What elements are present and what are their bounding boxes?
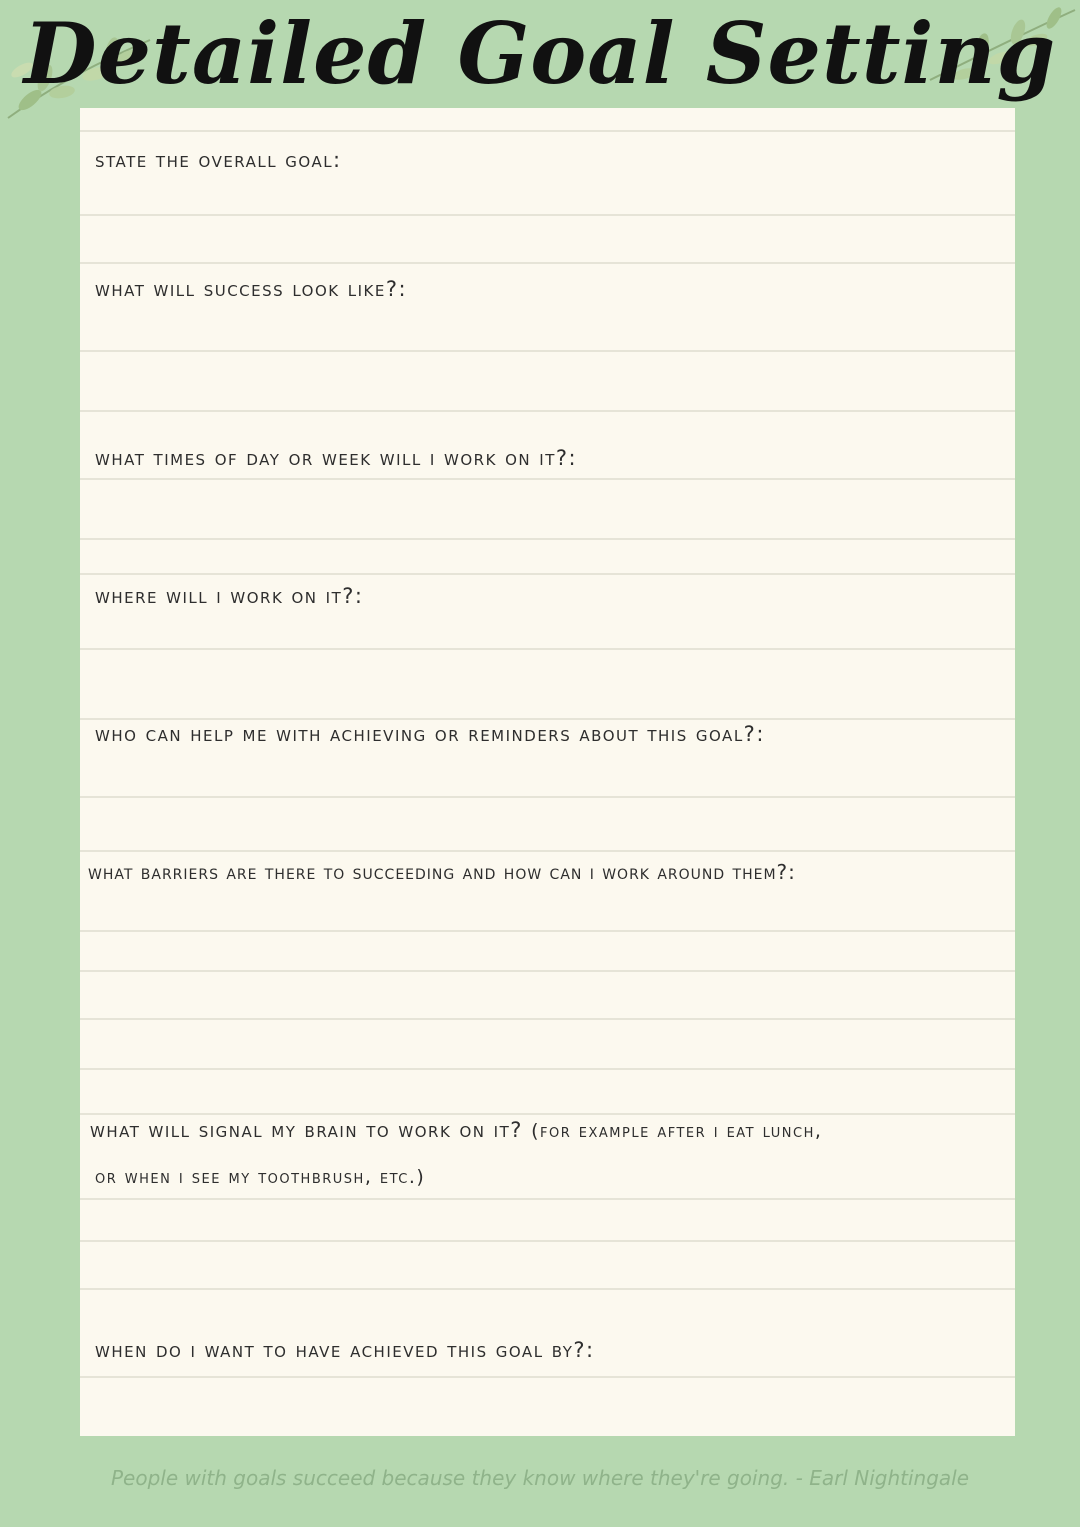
prompt-overall-goal: state the overall goal: (95, 148, 342, 172)
ruled-line (80, 262, 1015, 264)
ruled-line (80, 410, 1015, 412)
prompt-signal-note: (for example after i eat lunch, (531, 1120, 823, 1142)
ruled-line (80, 214, 1015, 216)
prompt-when: when do i want to have achieved this goal by?: (95, 1338, 595, 1362)
ruled-line (80, 718, 1015, 720)
ruled-line (80, 1288, 1015, 1290)
ruled-line (80, 573, 1015, 575)
footer-quote: People with goals succeed because they know where they're going. - Earl Nightingale (110, 1466, 970, 1490)
ruled-line (80, 970, 1015, 972)
ruled-line (80, 1376, 1015, 1378)
prompt-barriers: what barriers are there to succeeding and how can i work around them?: (88, 860, 796, 884)
prompt-where: where will i work on it?: (95, 584, 364, 608)
ruled-line (80, 796, 1015, 798)
ruled-line (80, 1240, 1015, 1242)
ruled-line (80, 930, 1015, 932)
ruled-line (80, 350, 1015, 352)
ruled-line (80, 478, 1015, 480)
ruled-line (80, 130, 1015, 132)
prompt-signal (90, 1118, 822, 1142)
ruled-line (80, 1018, 1015, 1020)
ruled-line (80, 648, 1015, 650)
worksheet-paper (80, 108, 1015, 1436)
ruled-line (80, 538, 1015, 540)
ruled-line (80, 1198, 1015, 1200)
prompt-signal-main: what will signal my brain to work on it? (90, 1118, 523, 1142)
prompt-times: what times of day or week will i work on it?: (95, 446, 578, 470)
prompt-success: what will success look like?: (95, 277, 408, 301)
ruled-line (80, 850, 1015, 852)
page-title: Detailed Goal Setting (23, 4, 1057, 103)
ruled-line (80, 1113, 1015, 1115)
prompt-who: who can help me with achieving or reminders about this goal?: (95, 722, 765, 746)
ruled-line (80, 1068, 1015, 1070)
prompt-signal-note-cont: or when i see my toothbrush, etc.) (95, 1166, 426, 1188)
